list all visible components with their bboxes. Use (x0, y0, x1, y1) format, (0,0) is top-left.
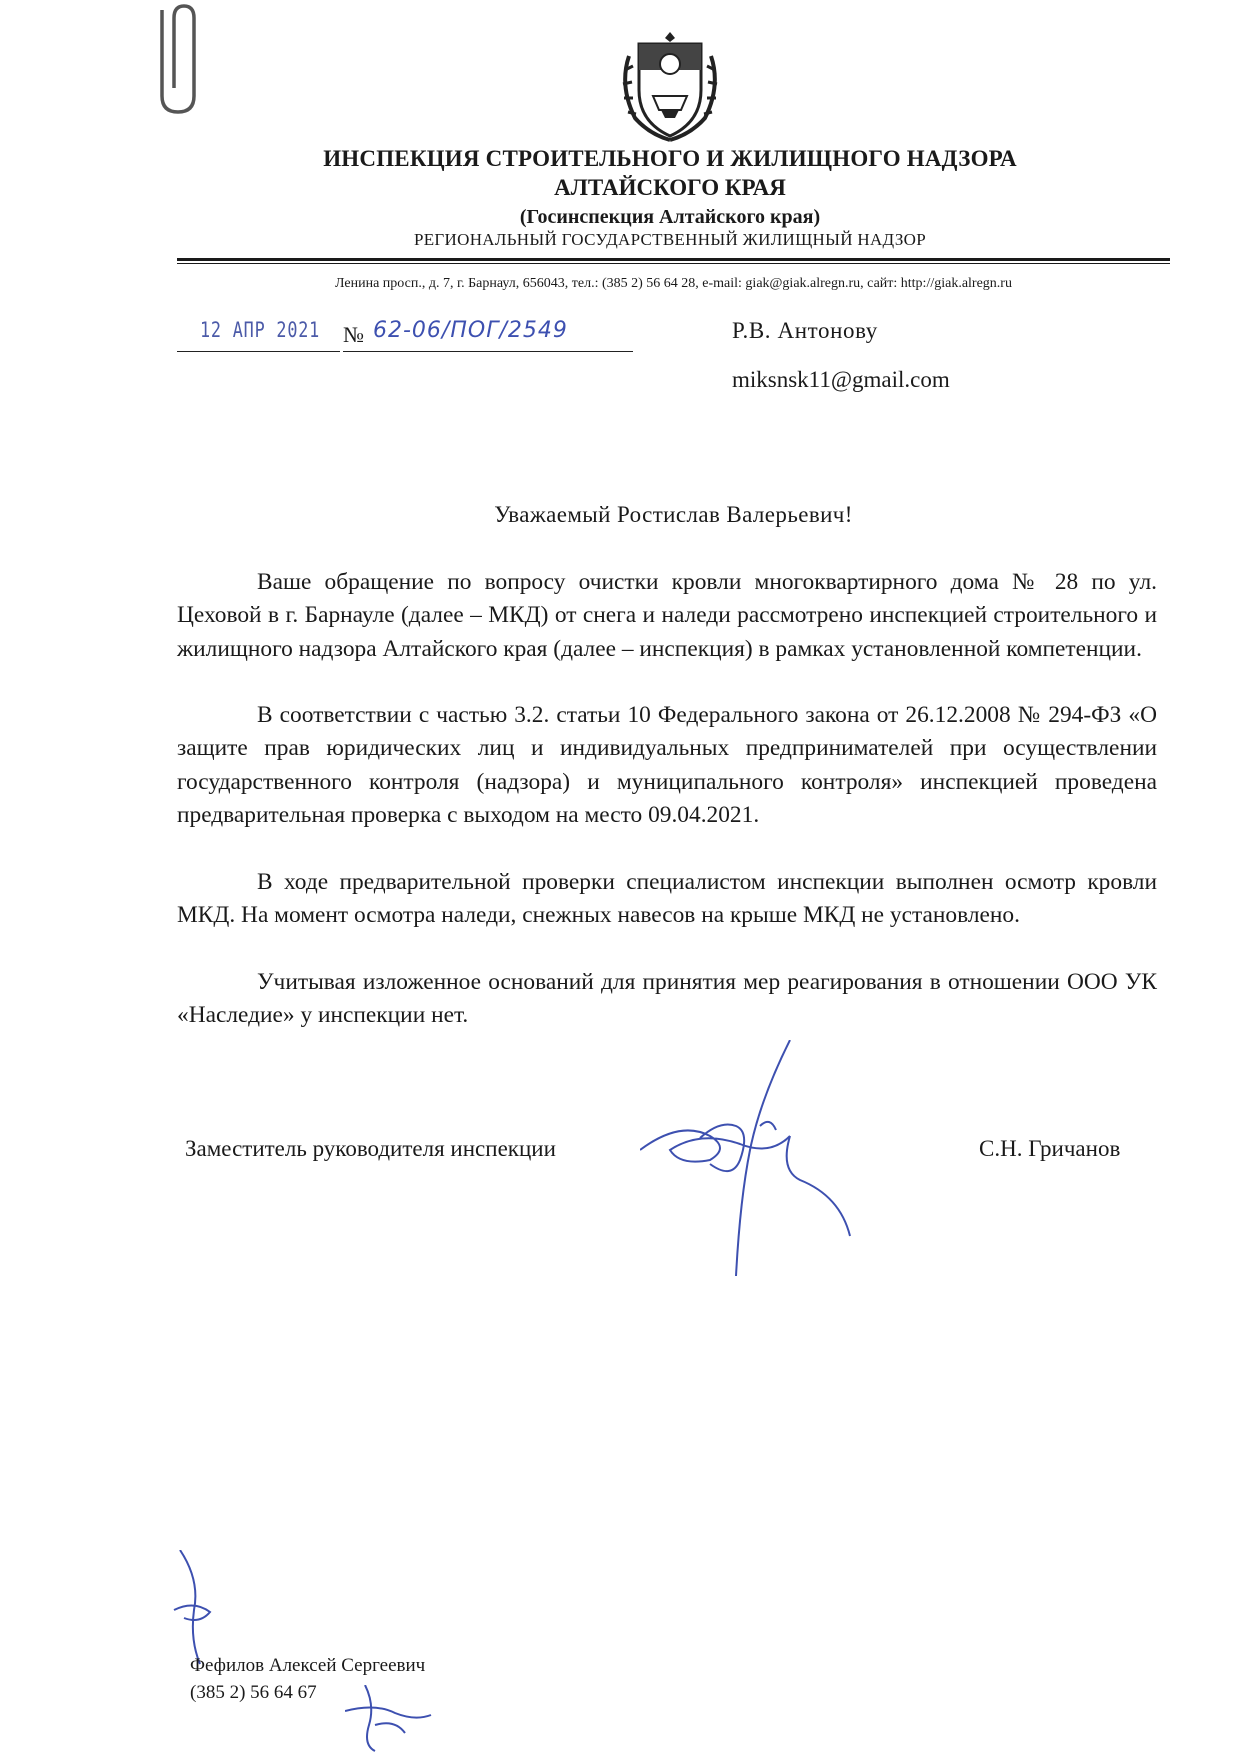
executor-block (190, 1652, 425, 1706)
handwritten-signature (640, 1040, 860, 1280)
body-paragraph-1: Ваше обращение по вопросу очистки кровли многоквартирного дома № 28 по ул. Цеховой в г. Барнауле (далее – МКД) от снега и наледи рассмотрено инспекцией строительного и жилищного надзора Алтайского края (далее – инспекция) в рамках установленной компетенции. (177, 569, 1157, 662)
body-paragraph-3: В ходе предварительной проверки специалистом инспекции выполнен осмотр кровли МКД. На момент осмотра наледи, снежных навесов на крыше МКД не установлено. (177, 869, 1157, 929)
header-rule-thin (177, 263, 1170, 264)
recipient-name: Р.В. Антонову (732, 318, 878, 343)
recipient-email: miksnsk11@gmail.com (732, 367, 950, 392)
outgoing-number: 62-06/ПОГ/2549 (373, 318, 568, 343)
coat-of-arms-emblem (615, 26, 725, 146)
paper-clip-icon (150, 0, 206, 118)
agency-address: Ленина просп., д. 7, г. Барнаул, 656043, тел.: (385 2) 56 64 28, e-mail: giak@giak.alregn.ru, сайт: http://giak.alregn.ru (335, 276, 1012, 291)
executor-name: Фефилов Алексей Сергеевич (190, 1655, 426, 1676)
agency-department: РЕГИОНАЛЬНЫЙ ГОСУДАРСТВЕННЫЙ ЖИЛИЩНЫЙ НАДЗОР (413, 230, 927, 249)
number-label: № (343, 322, 364, 347)
signatory-name: С.Н. Гричанов (979, 1136, 1121, 1161)
header-rule-thick (177, 258, 1170, 261)
signatory-role: Заместитель руководителя инспекции (185, 1136, 556, 1161)
body-paragraph-2: В соответствии с частью 3.2. статьи 10 Федерального закона от 26.12.2008 № 294-ФЗ «О защите прав юридических лиц и индивидуальных предпринимателей при осуществлении государственного контроля (надзора) и муниципального контроля» инспекцией проведена предварительная проверка с выходом на место 09.04.2021. (177, 702, 1157, 828)
number-underline (343, 351, 633, 352)
executor-phone: (385 2) 56 64 67 (190, 1682, 317, 1703)
agency-title-line1: ИНСПЕКЦИЯ СТРОИТЕЛЬНОГО И ЖИЛИЩНОГО НАДЗОРА (323, 146, 1017, 171)
date-stamp: 12 АПР 2021 (200, 318, 321, 342)
agency-short-name: (Госинспекция Алтайского края) (519, 206, 821, 228)
date-underline (177, 351, 340, 352)
greeting: Уважаемый Ростислав Валерьевич! (494, 502, 853, 527)
body-paragraph-4: Учитывая изложенное оснований для принятия мер реагирования в отношении ООО УК «Наследие» у инспекции нет. (177, 969, 1157, 1029)
agency-title-line2: АЛТАЙСКОГО КРАЯ (554, 175, 786, 200)
